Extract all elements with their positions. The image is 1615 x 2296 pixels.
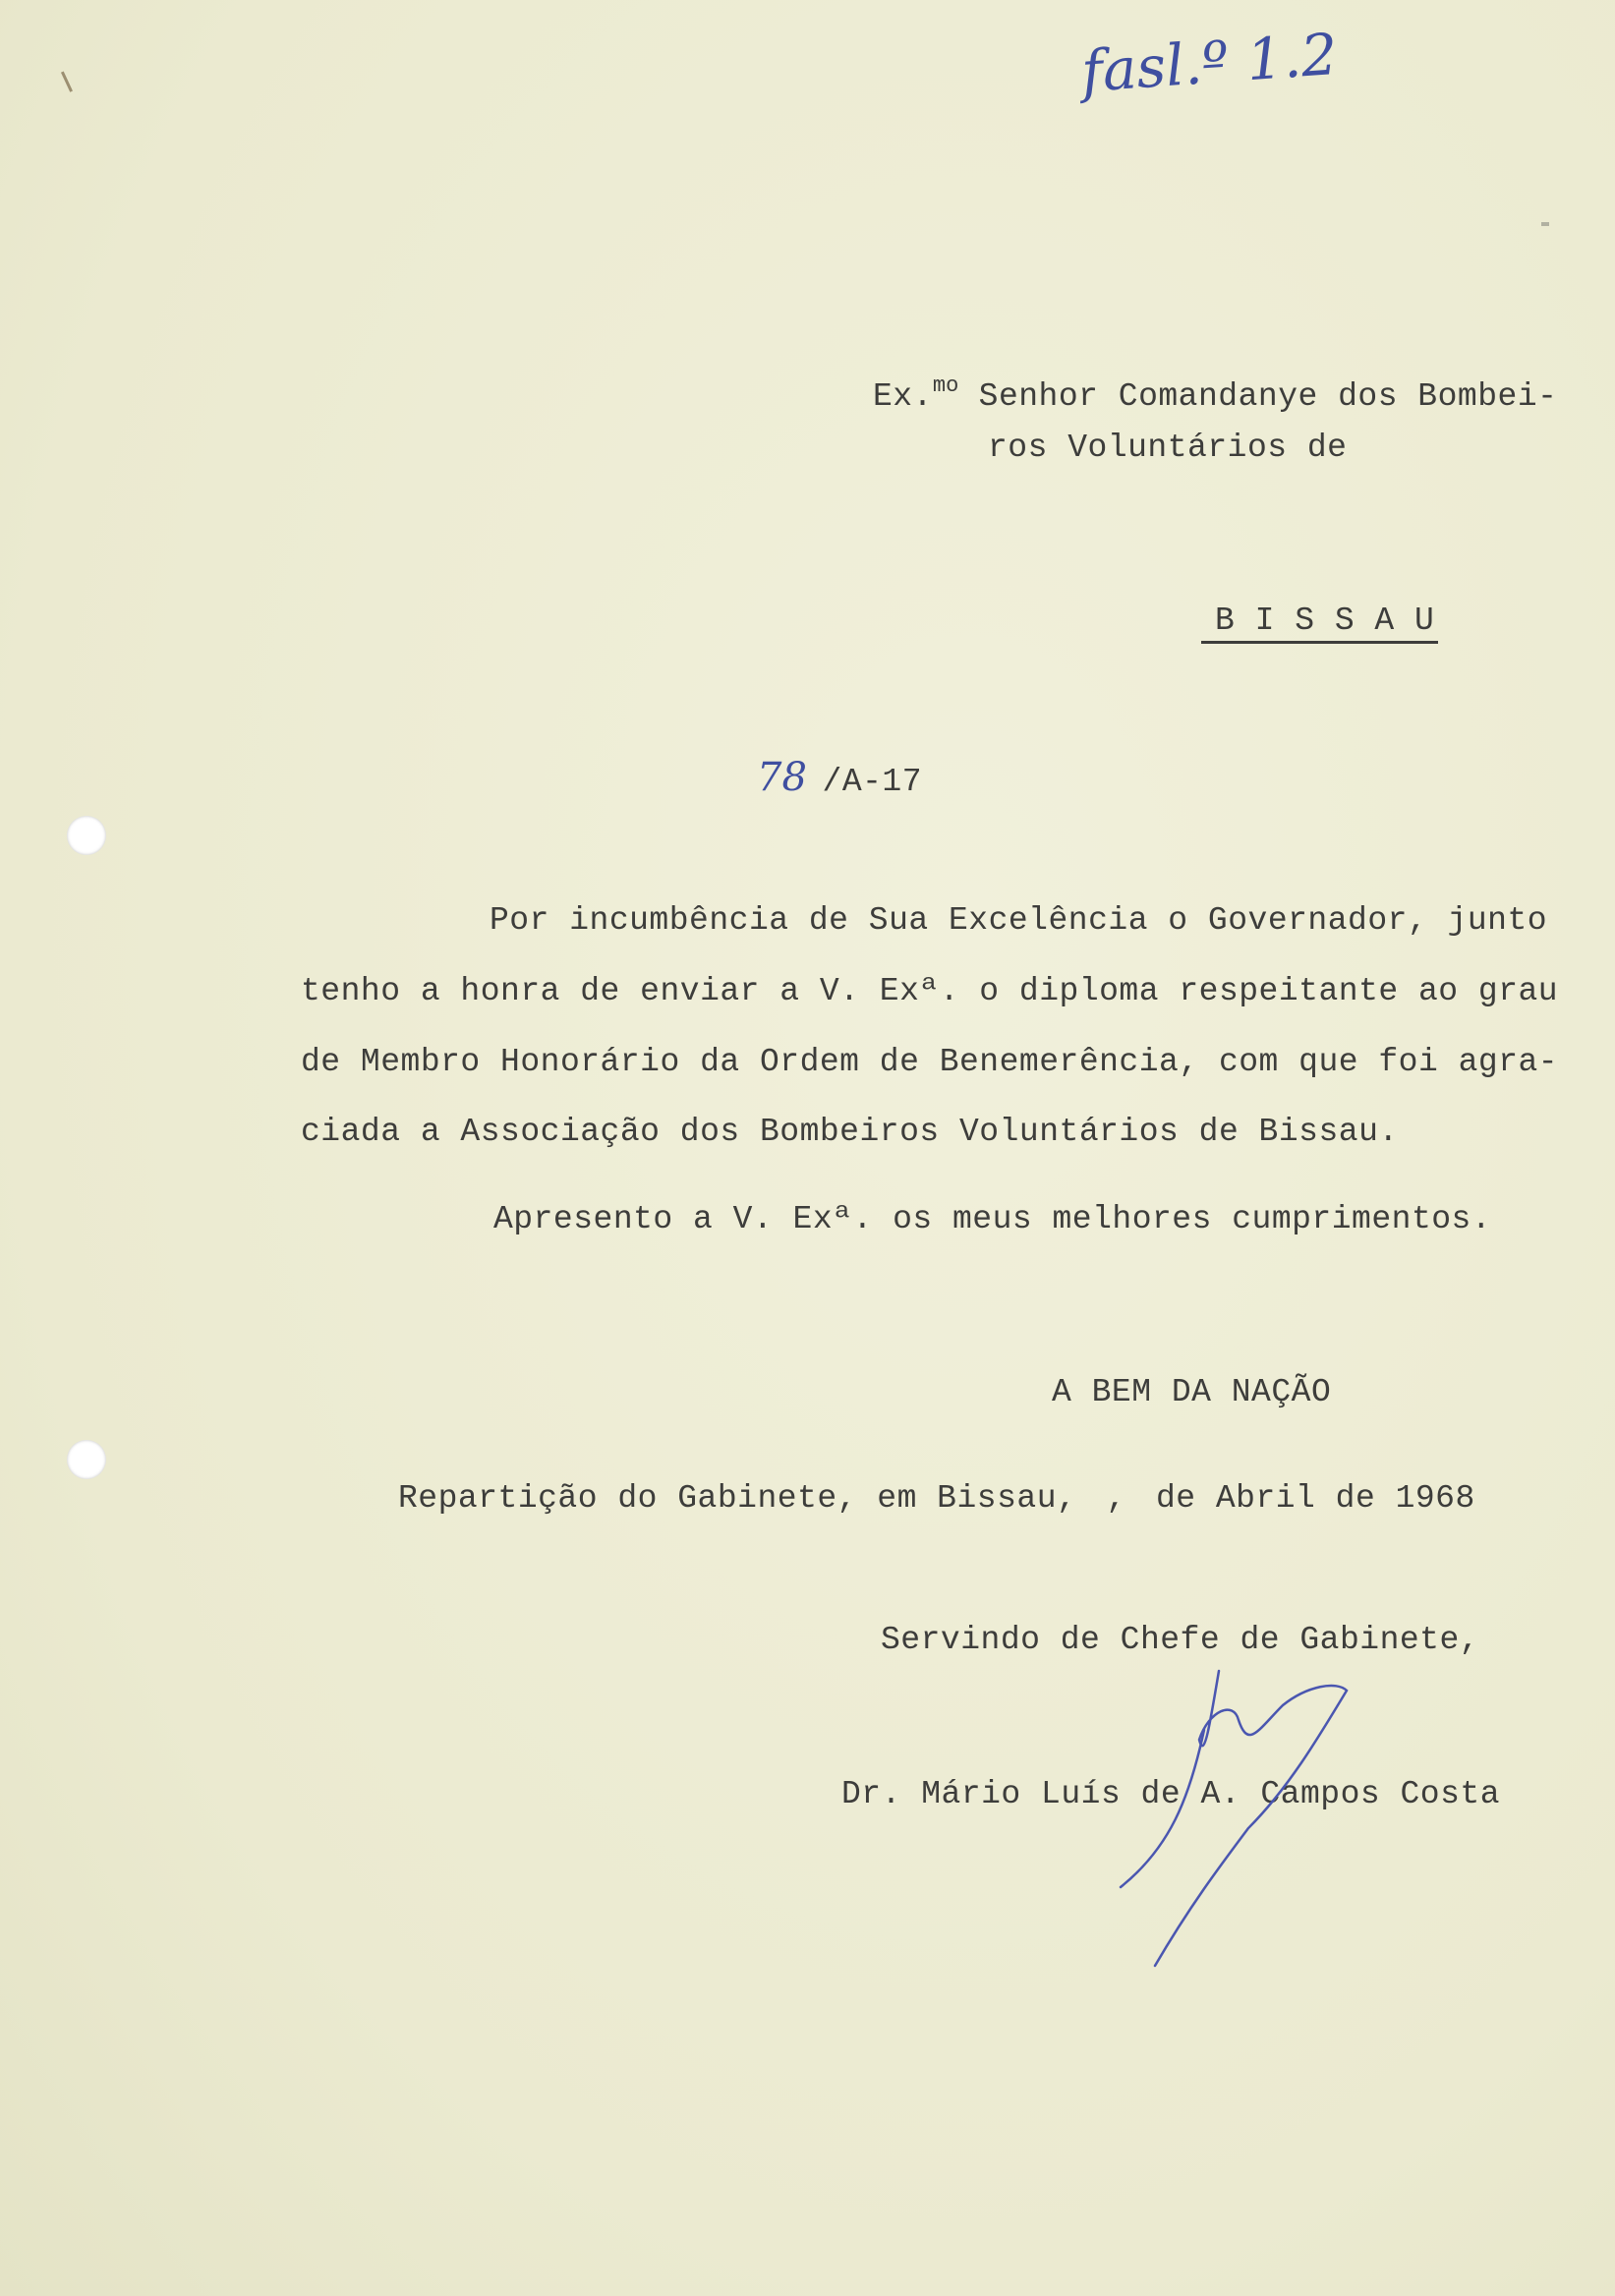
address-line-2: ros Voluntários de: [988, 430, 1348, 466]
date-day-mark: ,: [1106, 1480, 1126, 1517]
body-line-4: ciada a Associação dos Bombeiros Voluntários de Bissau.: [301, 1114, 1399, 1150]
reference-code: /A-17: [822, 764, 923, 800]
punch-hole-top: [67, 816, 106, 855]
body-line-2: tenho a honra de enviar a V. Exª. o diploma respeitante ao grau: [301, 973, 1559, 1009]
signatory-name: Dr. Mário Luís de A. Campos Costa: [841, 1776, 1501, 1812]
signatory-role: Servindo de Chefe de Gabinete,: [881, 1622, 1480, 1658]
paper-speck: [61, 67, 82, 91]
reference-line: [757, 755, 922, 800]
body-line-1: Por incumbência de Sua Excelência o Governador, junto: [490, 902, 1548, 939]
body-paragraph-2: Apresento a V. Exª. os meus melhores cumprimentos.: [493, 1201, 1492, 1237]
closing-motto: A BEM DA NAÇÃO: [1052, 1374, 1332, 1410]
city-underlined: B I S S A U: [1201, 603, 1438, 644]
place-date-line: [398, 1480, 1475, 1517]
body-line-3: de Membro Honorário da Ordem de Benemerência, com que foi agra-: [301, 1044, 1559, 1080]
honorific-superscript: mo: [932, 373, 959, 398]
place-date-suffix: de Abril de 1968: [1155, 1480, 1475, 1517]
honorific: Ex.: [873, 378, 933, 415]
reference-number-handwritten: 78: [757, 755, 807, 800]
address-city: [1201, 603, 1438, 639]
place-date-prefix: Repartição do Gabinete, em Bissau,: [398, 1480, 1077, 1517]
signature-handwritten: [1111, 1651, 1366, 1976]
paper-speck-right: [1541, 222, 1549, 226]
address-recipient-line-1: Senhor Comandanye dos Bombei-: [978, 378, 1558, 415]
folio-handwritten-note: fasl.º 1.2: [1078, 20, 1340, 106]
punch-hole-bottom: [67, 1440, 106, 1479]
address-line-1: [873, 373, 1557, 415]
